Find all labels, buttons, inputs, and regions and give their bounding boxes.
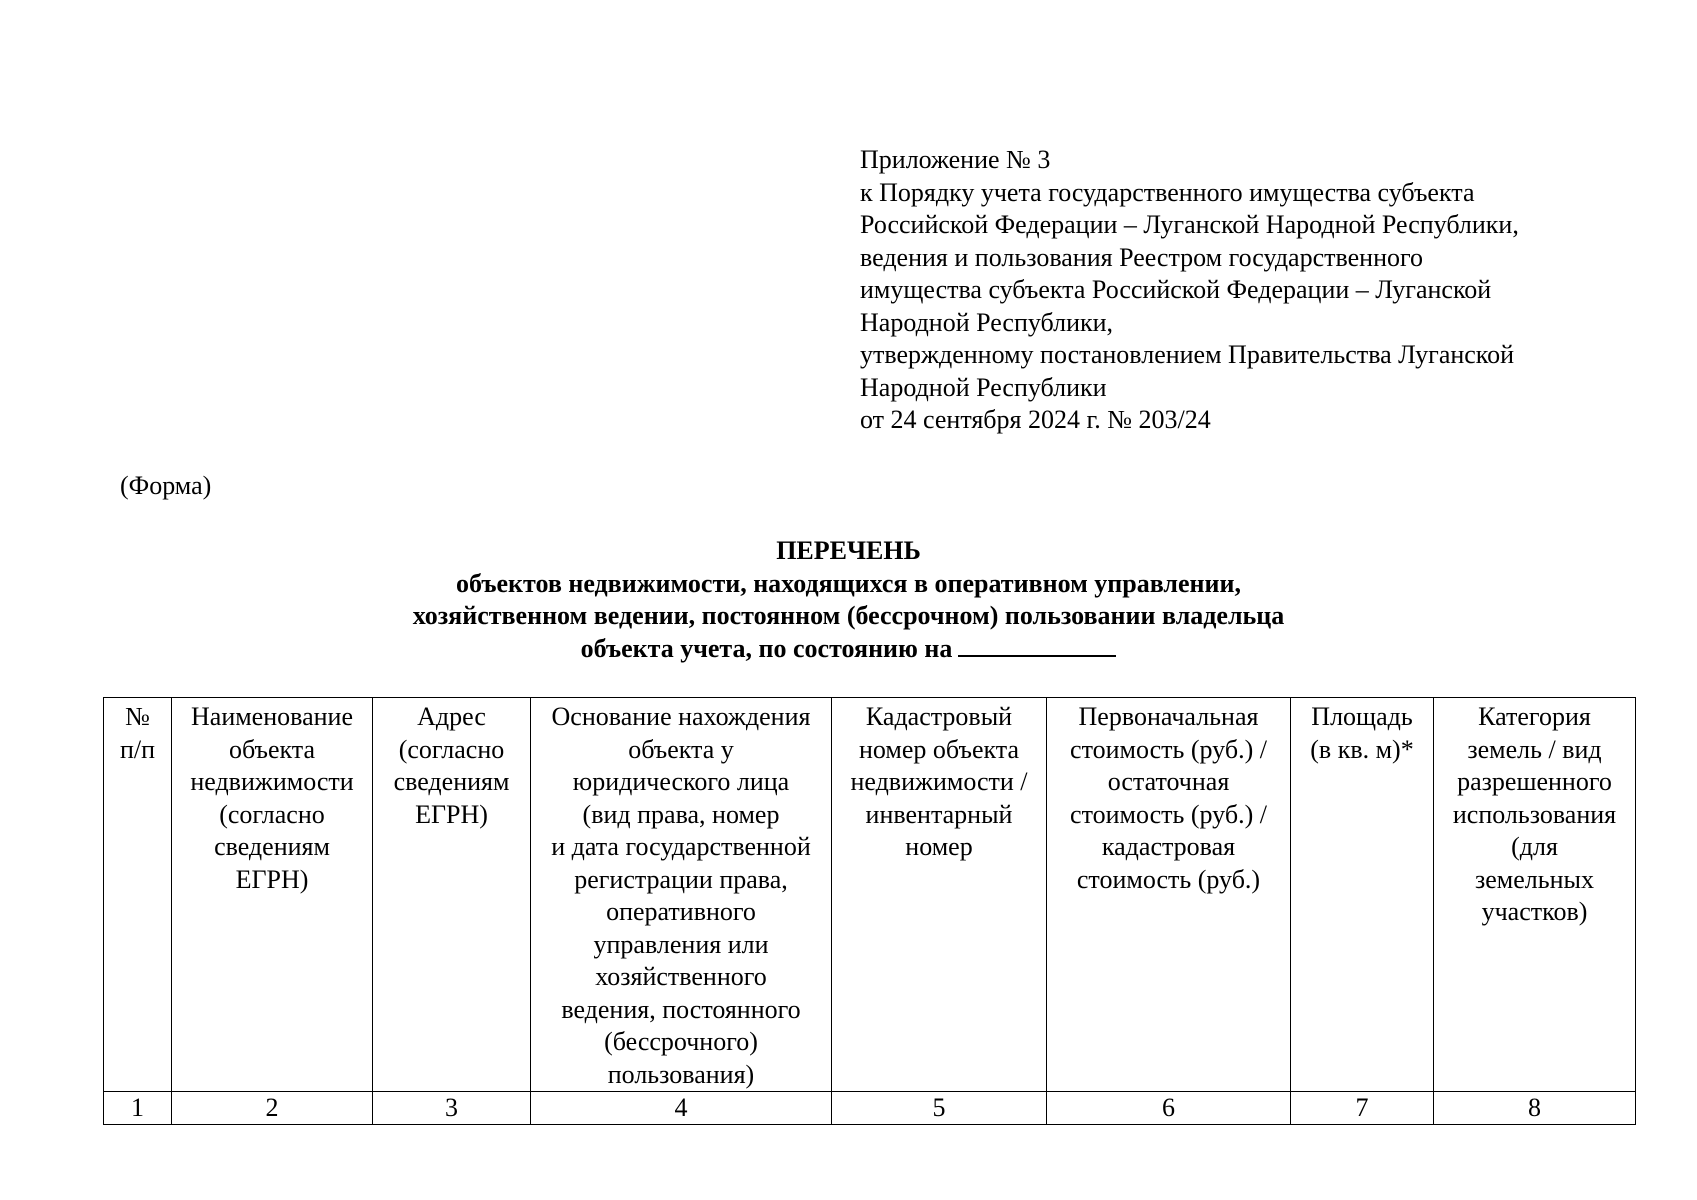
document-title (0, 535, 1697, 665)
title-line-2: хозяйственном ведении, постоянном (бессрочном) пользовании владельца (412, 601, 1285, 630)
header-cost: Первоначальная стоимость (руб.) / остаточная стоимость (руб.) / кадастровая стоимость (руб.) (1047, 698, 1291, 1092)
appendix-line: к Порядку учета государственного имущества субъекта (860, 177, 1475, 207)
header-row-number: № п/п (104, 698, 172, 1092)
title-heading: ПЕРЕЧЕНЬ (776, 536, 921, 565)
appendix-line: от 24 сентября 2024 г. № 203/24 (860, 405, 1211, 434)
column-number-cell: 8 (1434, 1092, 1636, 1125)
header-cadastral-number: Кадастровый номер объекта недвижимости / инвентарный номер (832, 698, 1047, 1092)
header-land-category: Категория земель / вид разрешенного использования (для земельных участков) (1434, 698, 1636, 1092)
appendix-line: имущества субъекта Российской Федерации – Луганской (860, 275, 1492, 304)
header-address: Адрес (согласно сведениям ЕГРН) (373, 698, 531, 1092)
table-row-column-numbers (104, 1092, 1636, 1125)
appendix-line: утвержденному постановлением Правительства Луганской (860, 340, 1515, 369)
column-number-cell: 4 (531, 1092, 832, 1125)
column-number-cell: 2 (172, 1092, 373, 1125)
title-line-1: объектов недвижимости, находящихся в оперативном управлении, (456, 568, 1241, 598)
title-line-3-text: объекта учета, по состоянию на (580, 633, 953, 663)
title-line-3 (0, 633, 1697, 666)
header-area: Площадь (в кв. м)* (1291, 698, 1434, 1092)
header-ownership-basis: Основание нахождения объекта у юридического лица (вид права, номер и дата государственной регистрации права, оперативного управления или хозяйственного ведения, постоянного (бессрочного) пользования) (531, 698, 832, 1092)
appendix-line: Народной Республики, (860, 307, 1114, 337)
form-label: (Форма) (120, 471, 212, 500)
column-number-cell: 7 (1291, 1092, 1434, 1125)
appendix-line: Российской Федерации – Луганской Народной Республики, (860, 210, 1519, 239)
table-header-row (104, 698, 1636, 1092)
column-number-cell: 1 (104, 1092, 172, 1125)
column-number-cell: 3 (373, 1092, 531, 1125)
date-blank-field[interactable] (958, 633, 1116, 657)
column-number-cell: 6 (1047, 1092, 1291, 1125)
registry-table (103, 697, 1636, 1125)
appendix-line: ведения и пользования Реестром государственного (860, 242, 1423, 272)
column-number-cell: 5 (832, 1092, 1047, 1125)
appendix-block (860, 144, 1620, 437)
header-object-name: Наименование объекта недвижимости (согласно сведениям ЕГРН) (172, 698, 373, 1092)
appendix-line: Приложение № 3 (860, 145, 1051, 174)
appendix-line: Народной Республики (860, 372, 1107, 402)
